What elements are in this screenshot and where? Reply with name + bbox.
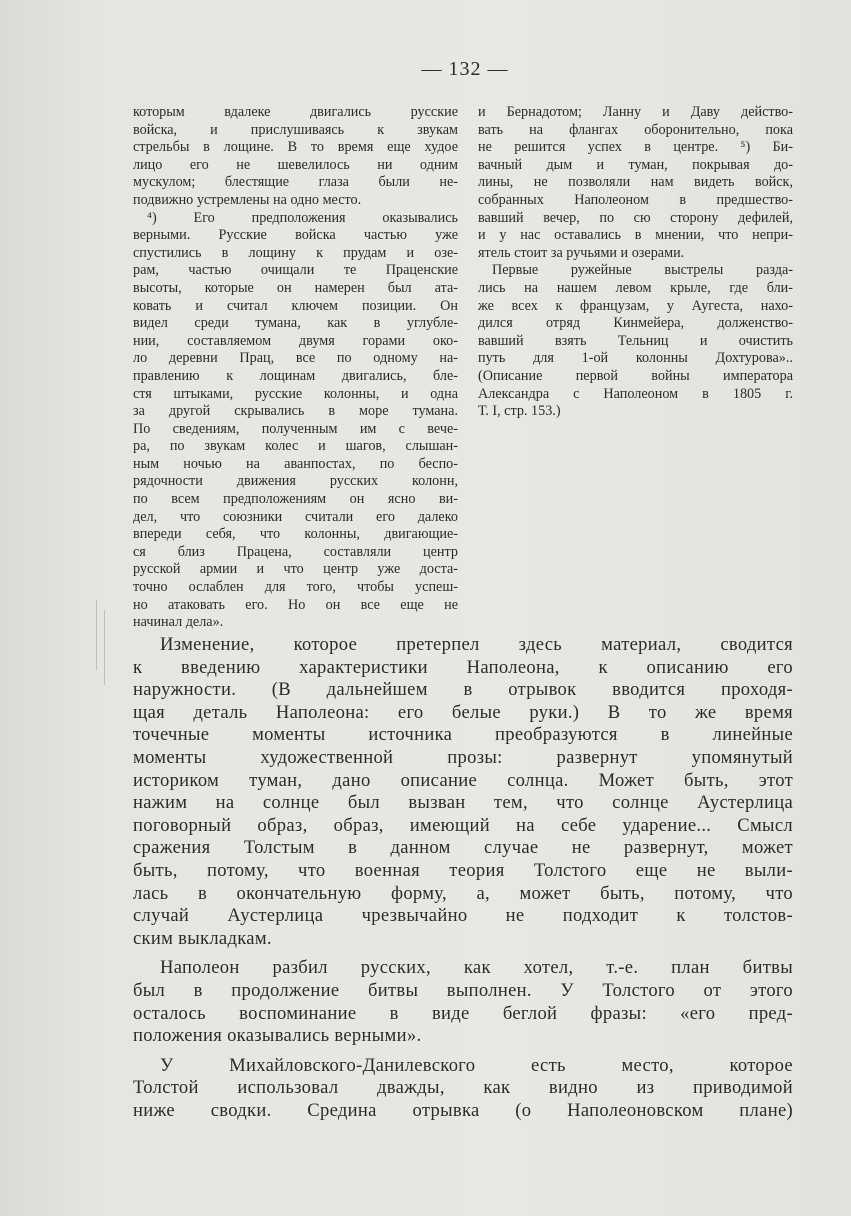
- paragraph: [478, 104, 793, 262]
- text-line: верными. Русские войска частью уже: [133, 227, 458, 244]
- text-line: точечные моменты источника преобразуются в линейные: [133, 724, 793, 746]
- text-line: Первые ружейные выстрелы разда-: [492, 262, 793, 279]
- text-line: ся близ Працена, составляли центр: [133, 543, 458, 560]
- text-line: и у нас оставались в мнении, что непри-: [478, 227, 793, 244]
- text-line: щая деталь Наполеона: его белые руки.) В то же время: [133, 701, 793, 723]
- pencil-margin-mark: [104, 610, 105, 685]
- text-line: путь для 1-ой колонны Дохтурова»..: [478, 350, 793, 367]
- text-line: моменты художественной прозы: развернут упомянутый: [133, 746, 793, 768]
- text-line: же всех к французам, у Аугеста, нахо-: [478, 297, 793, 314]
- text-line: ло деревни Прац, все по одному на-: [133, 350, 458, 367]
- paragraph: [133, 957, 793, 1047]
- text-line: случай Аустерлица чрезвычайно не подходит к толстов-: [133, 905, 793, 927]
- text-line: спустились в лощину к прудам и озе-: [133, 244, 458, 261]
- text-line: историком туман, дано описание солнца. Может быть, этот: [133, 769, 793, 791]
- text-line: ским выкладкам.: [133, 927, 272, 949]
- text-line: высоты, которые он намерен был ата-: [133, 279, 458, 296]
- text-line: По сведениям, полученным им с вече-: [133, 420, 458, 437]
- text-line: ниже сводки. Средина отрывка (о Наполеоновском плане): [133, 1099, 793, 1121]
- page-number: — 132 —: [421, 58, 509, 80]
- text-line: ⁴) Его предположения оказывались: [147, 209, 458, 226]
- text-line: видел среди тумана, как в углубле-: [133, 315, 458, 332]
- text-line: вать на флангах оборонительно, пока: [478, 121, 793, 138]
- text-line: У Михайловского-Данилевского есть место, которое: [160, 1054, 793, 1076]
- text-line: Т. I, стр. 153.): [478, 403, 561, 420]
- text-line: осталось воспоминание в виде беглой фразы: «его пред-: [133, 1002, 793, 1024]
- text-line: лицо его не шевелилось ни одним: [133, 156, 458, 173]
- text-line: рам, частью очищали те Праценские: [133, 262, 458, 279]
- text-line: точно ослаблен для того, чтобы успеш-: [133, 579, 458, 596]
- text-line: Наполеон разбил русских, как хотел, т.-е. план битвы: [160, 957, 793, 979]
- text-line: начинал дела».: [133, 614, 224, 631]
- text-line: лины, не позволяли нам видеть войск,: [478, 174, 793, 191]
- left-footnote-column: [133, 104, 458, 632]
- text-line: лась в окончательную форму, а, может быть, потому, что: [133, 882, 793, 904]
- paragraph: [133, 104, 458, 210]
- text-line: наружности. (В дальнейшем в отрывок вводится проходя-: [133, 679, 793, 701]
- text-line: вачный дым и туман, покрывая до-: [478, 156, 793, 173]
- text-line: ятель стоит за ручьями и озерами.: [478, 244, 685, 261]
- text-line: быть, потому, что военная теория Толстого еще не выли-: [133, 859, 793, 881]
- text-line: дел, что союзники считали его далеко: [133, 508, 458, 525]
- text-line: лись на нашем левом крыле, где бли-: [478, 279, 793, 296]
- text-line: к введению характеристики Наполеона, к описанию его: [133, 656, 793, 678]
- text-line: Александра с Наполеоном в 1805 г.: [478, 385, 793, 402]
- text-line: дился отряд Кинмейера, долженство-: [478, 315, 793, 332]
- paragraph: [133, 1055, 793, 1123]
- text-line: сражения Толстым в данном случае не развернут, может: [133, 837, 793, 859]
- paragraph: [133, 634, 793, 950]
- text-line: рядочности движения русских колонн,: [133, 473, 458, 490]
- paragraph: [478, 262, 793, 420]
- text-line: за другой скрывались в море тумана.: [133, 403, 458, 420]
- text-line: но атаковать его. Но он все еще не: [133, 596, 458, 613]
- text-line: стя штыками, русские колонны, и одна: [133, 385, 458, 402]
- text-line: впереди себя, что колонны, двигающие-: [133, 526, 458, 543]
- text-line: стрельбы в лощине. В то время еще худое: [133, 139, 458, 156]
- text-line: ра, по звукам колес и шагов, слышан-: [133, 438, 458, 455]
- text-line: Толстой использовал дважды, как видно из приводимой: [133, 1077, 793, 1099]
- text-line: русской армии и что центр уже доста-: [133, 561, 458, 578]
- text-line: не решится успех в центре. ⁵) Би-: [478, 139, 793, 156]
- text-line: нажим на солнце был вызван тем, что солнце Аустерлица: [133, 792, 793, 814]
- text-line: мускулом; блестящие глаза были не-: [133, 174, 458, 191]
- text-line: вавший взять Тельниц и очистить: [478, 332, 793, 349]
- right-footnote-column: [478, 104, 793, 421]
- text-line: собранных Наполеоном в предшество-: [478, 191, 793, 208]
- text-line: вавший вечер, по сю сторону дефилей,: [478, 209, 793, 226]
- text-line: и Бернадотом; Ланну и Даву действо-: [478, 104, 793, 120]
- text-line: ным ночью на аванпостах, по беспо-: [133, 455, 458, 472]
- text-line: войска, и прислушиваясь к звукам: [133, 121, 458, 138]
- text-line: по всем предположениям он ясно ви-: [133, 491, 458, 508]
- text-line: подвижно устремлены на одно место.: [133, 191, 362, 208]
- text-line: правлению к лощинам двигались, бле-: [133, 367, 458, 384]
- text-line: Изменение, которое претерпел здесь материал, сводится: [160, 634, 793, 655]
- text-line: поговорный образ, образ, имеющий на себе ударение... Смысл: [133, 814, 793, 836]
- text-line: которым вдалеке двигались русские: [133, 104, 458, 120]
- paragraph: [133, 210, 458, 632]
- text-line: ковать и считал ключем позиции. Он: [133, 297, 458, 314]
- text-line: нии, составляемом двумя горами око-: [133, 332, 458, 349]
- main-body-text: [133, 634, 793, 1122]
- text-line: (Описание первой войны императора: [478, 367, 793, 384]
- text-line: положения оказывались верными».: [133, 1025, 422, 1047]
- pencil-margin-mark: [96, 600, 97, 670]
- text-line: был в продолжение битвы выполнен. У Толстого от этого: [133, 979, 793, 1001]
